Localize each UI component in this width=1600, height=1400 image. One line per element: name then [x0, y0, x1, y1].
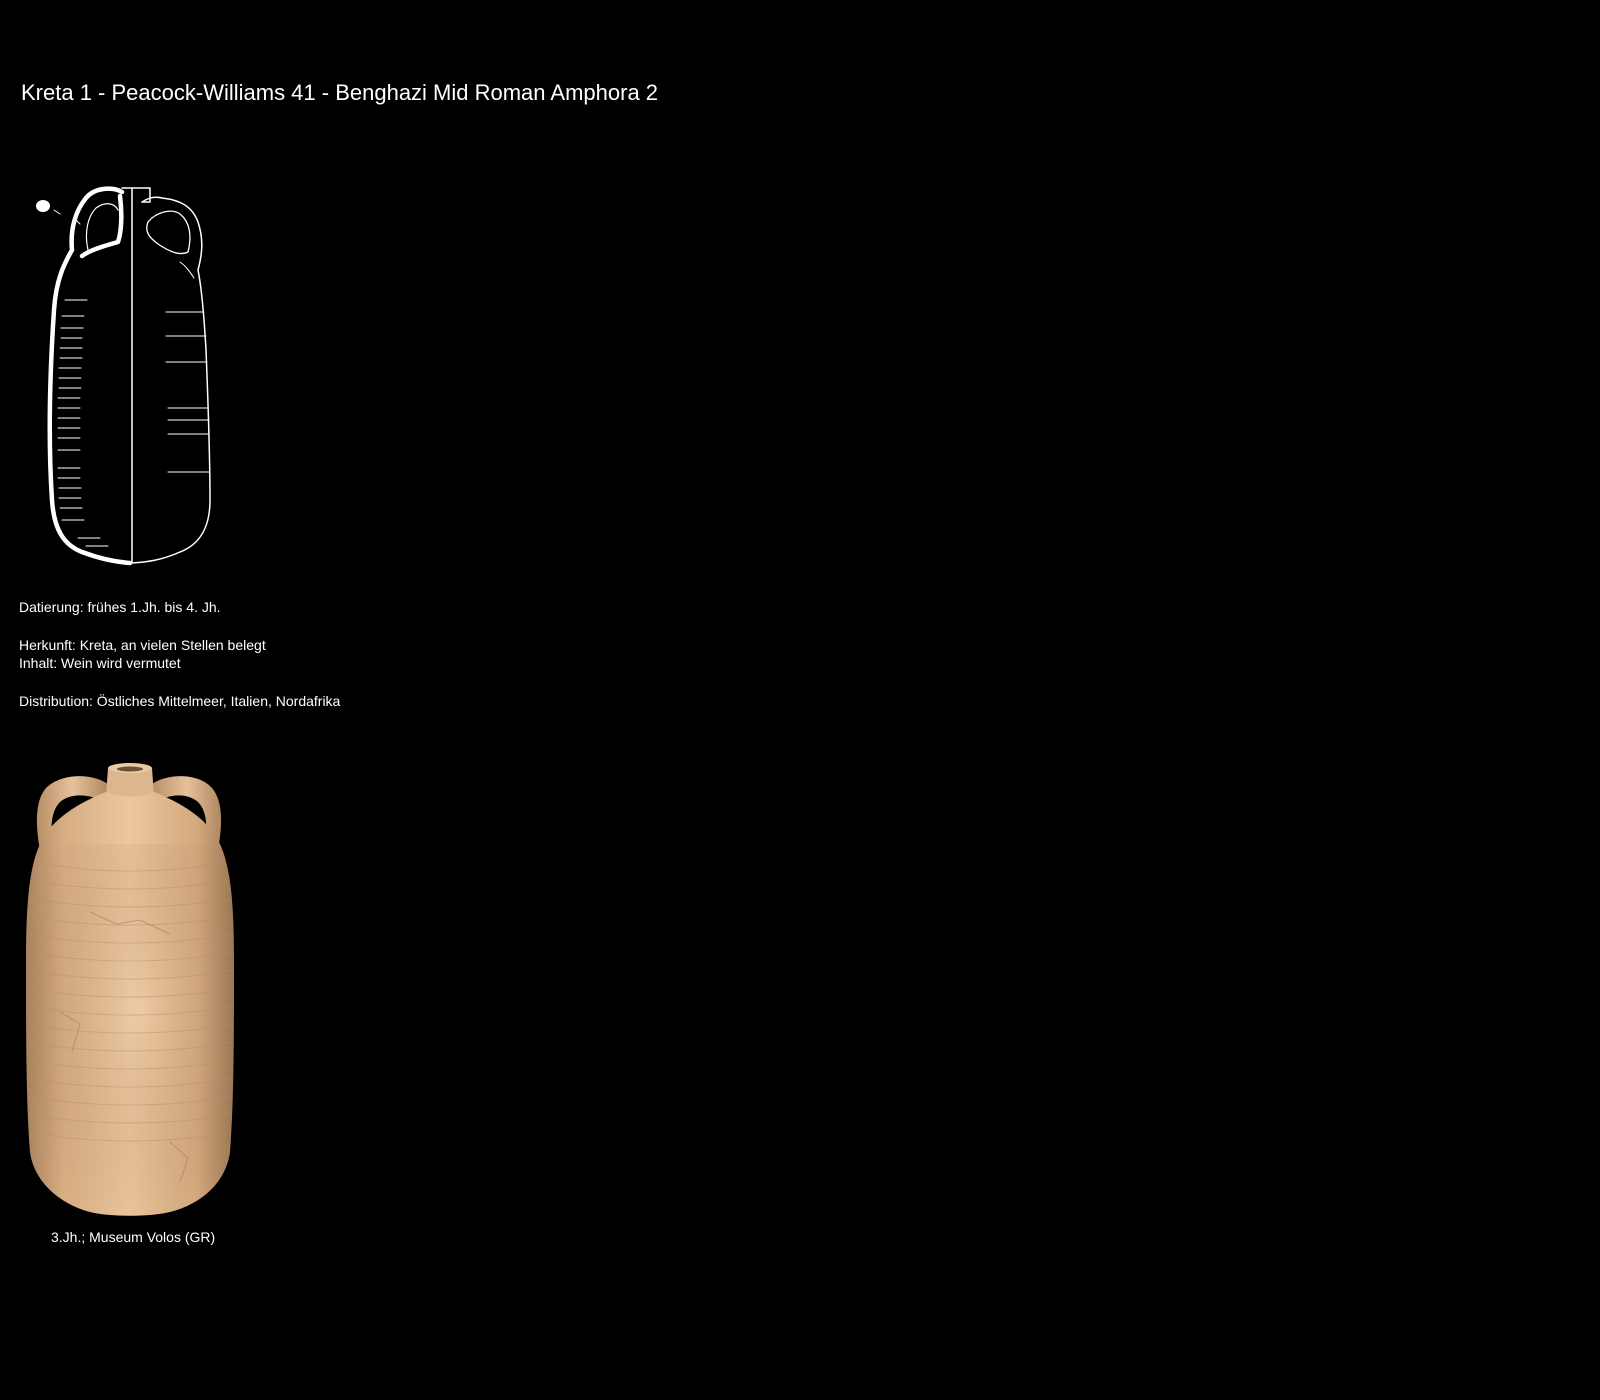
- content-text: Inhalt: Wein wird vermutet: [19, 655, 181, 671]
- distribution-text: Distribution: Östliches Mittelmeer, Italien, Nordafrika: [19, 693, 341, 709]
- amphora-photo-icon: [20, 762, 245, 1222]
- photo-caption: 3.Jh.; Museum Volos (GR): [51, 1229, 216, 1245]
- amphora-profile-drawing-icon: [30, 180, 220, 570]
- page-title: Kreta 1 - Peacock-Williams 41 - Benghazi Mid Roman Amphora 2: [21, 80, 659, 105]
- dating-text: Datierung: frühes 1.Jh. bis 4. Jh.: [19, 599, 221, 615]
- origin-text: Herkunft: Kreta, an vielen Stellen belegt: [19, 637, 266, 653]
